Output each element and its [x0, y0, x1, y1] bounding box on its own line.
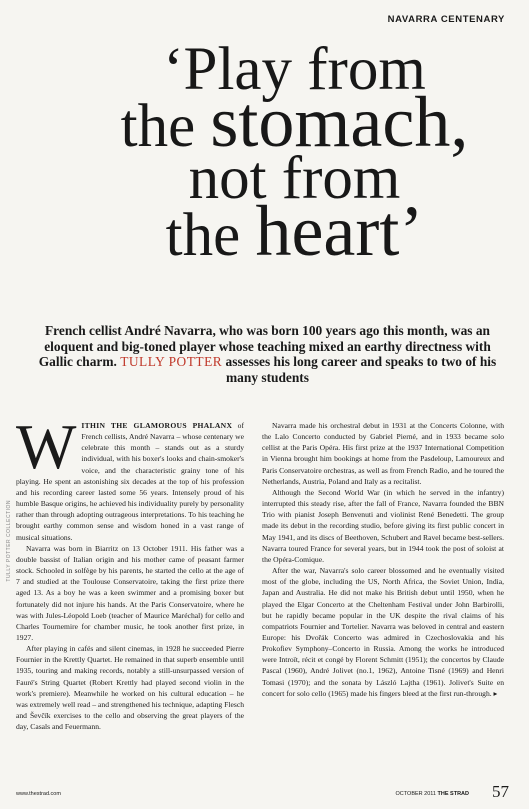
- paragraph: [16, 411, 244, 543]
- headline-line-1: ‘Play from: [163, 36, 426, 103]
- paragraph: Navarra was born in Biarritz on 13 October 1911. His father was a double bassist of Italian origin and his mother came of peasant farmer stock. Schooled in solfège by his parents, he started the cello at the age of 7 and studied at the Toulouse Conservatoire, taking the first prize there aged 13. As a boy he was a keen swimmer and a promising boxer but fortunately did not injure his hands. At the Paris Conservatoire, where he was with Jules-Léopold Loeb (teacher of Maurice Maréchal) for cello and Charles Tournemire for chamber music, he took another first prize, in 1927.: [16, 543, 244, 642]
- issue-date: OCTOBER 2011: [395, 791, 436, 797]
- drop-cap: W: [16, 411, 77, 482]
- article-column-right: [262, 420, 504, 699]
- page-footer: [16, 782, 509, 801]
- section-label: NAVARRA CENTENARY: [387, 14, 505, 25]
- paragraph: After playing in cafés and silent cinemas, in 1928 he succeeded Pierre Fournier in the Krettly Quartet. He remained in that superb ensemble until 1935, touring and making records, notably a still-unsurpassed version of Fauré's String Quartet (Robert Krettly had played second violin in the work's premiere). Meanwhile he worked on his cultural education – he was extremely well read – and strengthened his technique, adapting Flesch and Ševčík exercises to the cello and observing the great players of the day, Casals and Feuermann.: [16, 644, 244, 732]
- standfirst: [36, 323, 499, 385]
- website-url: www.thestrad.com: [16, 791, 61, 797]
- author-name: TULLY POTTER: [120, 354, 223, 369]
- headline-line-4b: heart’: [255, 191, 424, 271]
- paragraph: Although the Second World War (in which he served in the infantry) interrupted this steady rise, after the fall of France, Navarra founded the BBN Trio with pianist Joseph Benvenuti and violinist René Benedetti. The group made its debut in the recording studio, before giving its first public concert in May 1941, and its discs of Beethoven, Schubert and Ravel became best-sellers. Navarra toured France for several years, but in 1944 took the post of soloist at the Opéra-Comique.: [262, 487, 504, 564]
- standfirst-text-end: assesses his long career and speaks to two of his many students: [225, 354, 497, 385]
- standfirst-text: French cellist André Navarra, who was born 100 years ago this month, was an eloquent and big-toned player whose teaching mixed an earthy directness with Gallic charm.: [38, 323, 491, 369]
- photo-credit: TULLY POTTER COLLECTION: [6, 500, 12, 582]
- lead-in: ITHIN THE GLAMOROUS PHALANX: [81, 421, 233, 430]
- headline-line-3: not from: [188, 145, 401, 212]
- headline-line-2a: the: [120, 93, 211, 160]
- headline-line-4a: the: [165, 202, 256, 269]
- headline: [80, 36, 509, 271]
- magazine-name: THE STRAD: [437, 791, 469, 797]
- article-column-left: [16, 411, 244, 732]
- paragraph: Navarra made his orchestral debut in 1931 at the Concerts Colonne, with the Lalo Concerto conducted by Gabriel Pierné, and in 1933 became solo cellist at the Paris Opéra. His first prize at the 1937 International Competition in Vienna brought him bookings at home from the Pasdeloup, Lamoureux and Paris Conservatoire orchestras, as well as from French Radio, and he toured the Netherlands, Austria, Poland and Italy as a recitalist.: [262, 421, 504, 486]
- page-number: 57: [492, 782, 509, 801]
- headline-line-4: [80, 191, 509, 271]
- paragraph-text: of French cellists, André Navarra – whose centenary we celebrate this month – stands out as a sturdy individual, with his boxer's looks and chain-smoker's voice, and the characteristic grainy tone of his playing. He spent an astonishing six decades at the top of his profession and his recording career lasted some 56 years. Intensely proud of his humble Basque origins, he achieved his individuality purely by personality rather than through adopting outrageous interpretations. To his teaching he brought earthy common sense and wisdom honed in a vast range of musical situations.: [16, 421, 244, 542]
- issue-info: [396, 791, 469, 797]
- headline-line-2b: stomach,: [210, 82, 469, 162]
- paragraph: After the war, Navarra's solo career blossomed and he eventually visited most of the globe, including the US, North Africa, the Soviet Union, India, Japan and Australia. He did not make his British debut until 1950, when he played the Elgar Concerto at the Cheltenham Festival under John Barbirolli, but he rapidly became popular in the UK despite the rival claims of his compatriots Fournier and Tortelier. Navarra was beloved in central and eastern Europe: his Dvořák Concerto was admired in Czechoslovakia and his Prokofiev Symphony–Concerto in Russia. Among the works he introduced were Introït, récit et congé by Florent Schmitt (1951); the concertos by Claude Pascal (1960), André Jolivet (no.1, 1962), Antoine Tisné (1969) and Henri Tomasi (1970); and the sonata by László Lajtha (1961). Jolivet's Suite en concert for solo cello (1965) made his fingers bleed at the first run-through. ▸: [262, 566, 504, 698]
